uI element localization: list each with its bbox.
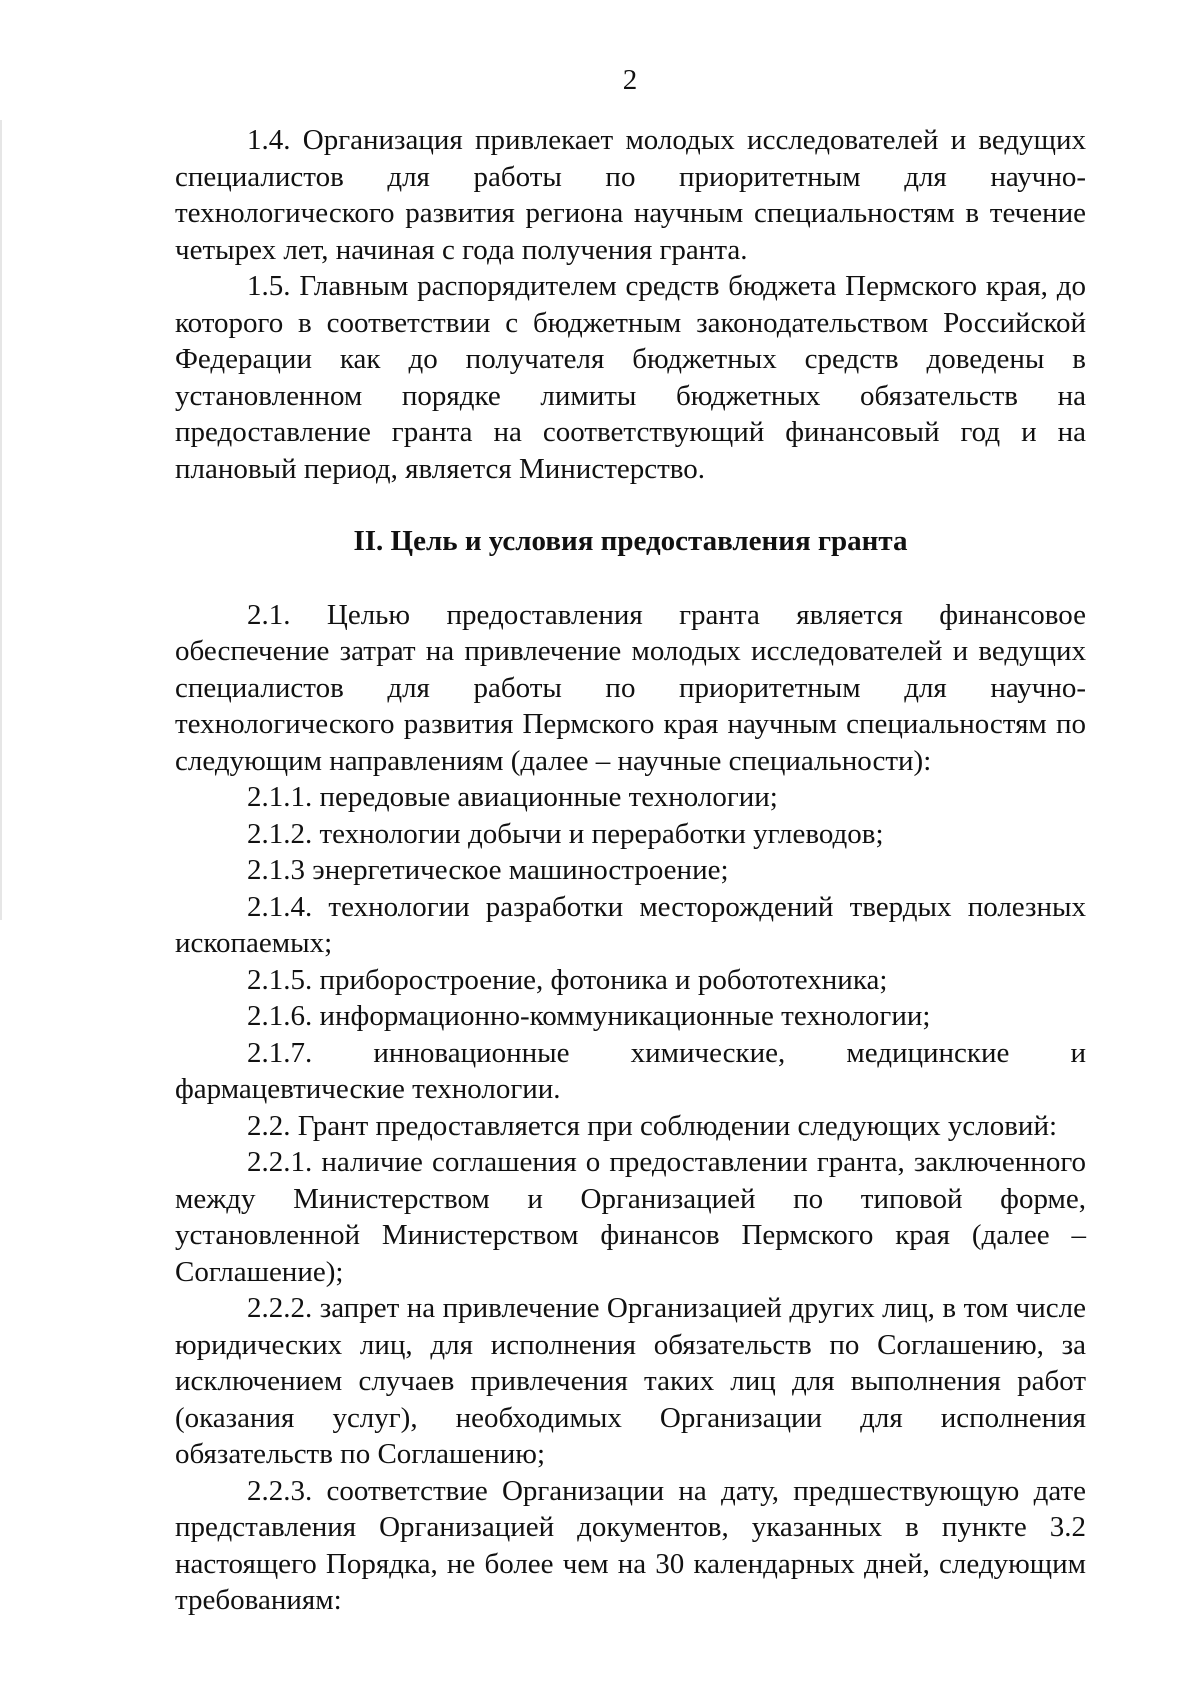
paragraph-2-1-4: 2.1.4. технологии разработки месторождений твердых полезных ископаемых;	[175, 890, 1086, 959]
paragraph-2-1-6: 2.1.6. информационно-коммуникационные технологии;	[247, 1000, 931, 1032]
paragraph-2-1-3: 2.1.3 энергетическое машиностроение;	[247, 854, 729, 886]
paragraph-1-4: 1.4. Организация привлекает молодых исследователей и ведущих специалистов для работы по приоритетным для научно-технологического развития региона научным специальностям в течение четырех лет, начиная с года получения гранта.	[175, 124, 1086, 266]
paragraph-2-2-2: 2.2.2. запрет на привлечение Организацией других лиц, в том числе юридических лиц, для исполнения обязательств по Соглашению, за исключением случаев привлечения таких лиц для выполнения работ (оказания услуг), необходимых Организации для исполнения обязательств по Соглашению;	[175, 1292, 1086, 1470]
paragraph-1-5: 1.5. Главным распорядителем средств бюджета Пермского края, до которого в соответствии с бюджетным законодательством Российской Федерации как до получателя бюджетных средств доведены в установленном порядке лимиты бюджетных обязательств на предоставление гранта на соответствующий финансовый год и на плановый период, является Министерство.	[175, 270, 1086, 485]
paragraph-2-1-7: 2.1.7. инновационные химические, медицинские и фармацевтические технологии.	[175, 1036, 1086, 1105]
paragraph-2-2: 2.2. Грант предоставляется при соблюдении следующих условий:	[247, 1109, 1058, 1142]
paragraph-2-1-5: 2.1.5. приборостроение, фотоника и робототехника;	[247, 963, 888, 996]
paragraph-2-2-3: 2.2.3. соответствие Организации на дату, предшествующую дате представления Организацией документов, указанных в пункте 3.2 настоящего Порядка, не более чем на 30 календарных дней, следующим требованиям:	[175, 1474, 1086, 1616]
paragraph-2-1-1: 2.1.1. передовые авиационные технологии;	[247, 781, 778, 813]
section-heading: II. Цель и условия предоставления гранта	[353, 525, 908, 557]
document-body	[175, 122, 1086, 1619]
page-number: 2	[622, 64, 638, 96]
paragraph-2-1-2: 2.1.2. технологии добычи и переработки углеводов;	[247, 817, 884, 850]
scan-edge-line	[0, 120, 2, 920]
paragraph-2-2-1: 2.2.1. наличие соглашения о предоставлении гранта, заключенного между Министерством и Организацией по типовой форме, установленной Министерством финансов Пермского края (далее – Соглашение);	[175, 1146, 1086, 1288]
paragraph-2-1: 2.1. Целью предоставления гранта является финансовое обеспечение затрат на привлечение молодых исследователей и ведущих специалистов для работы по приоритетным для научно-технологического развития Пермского края научным специальностям по следующим направлениям (далее – научные специальности):	[175, 598, 1086, 777]
